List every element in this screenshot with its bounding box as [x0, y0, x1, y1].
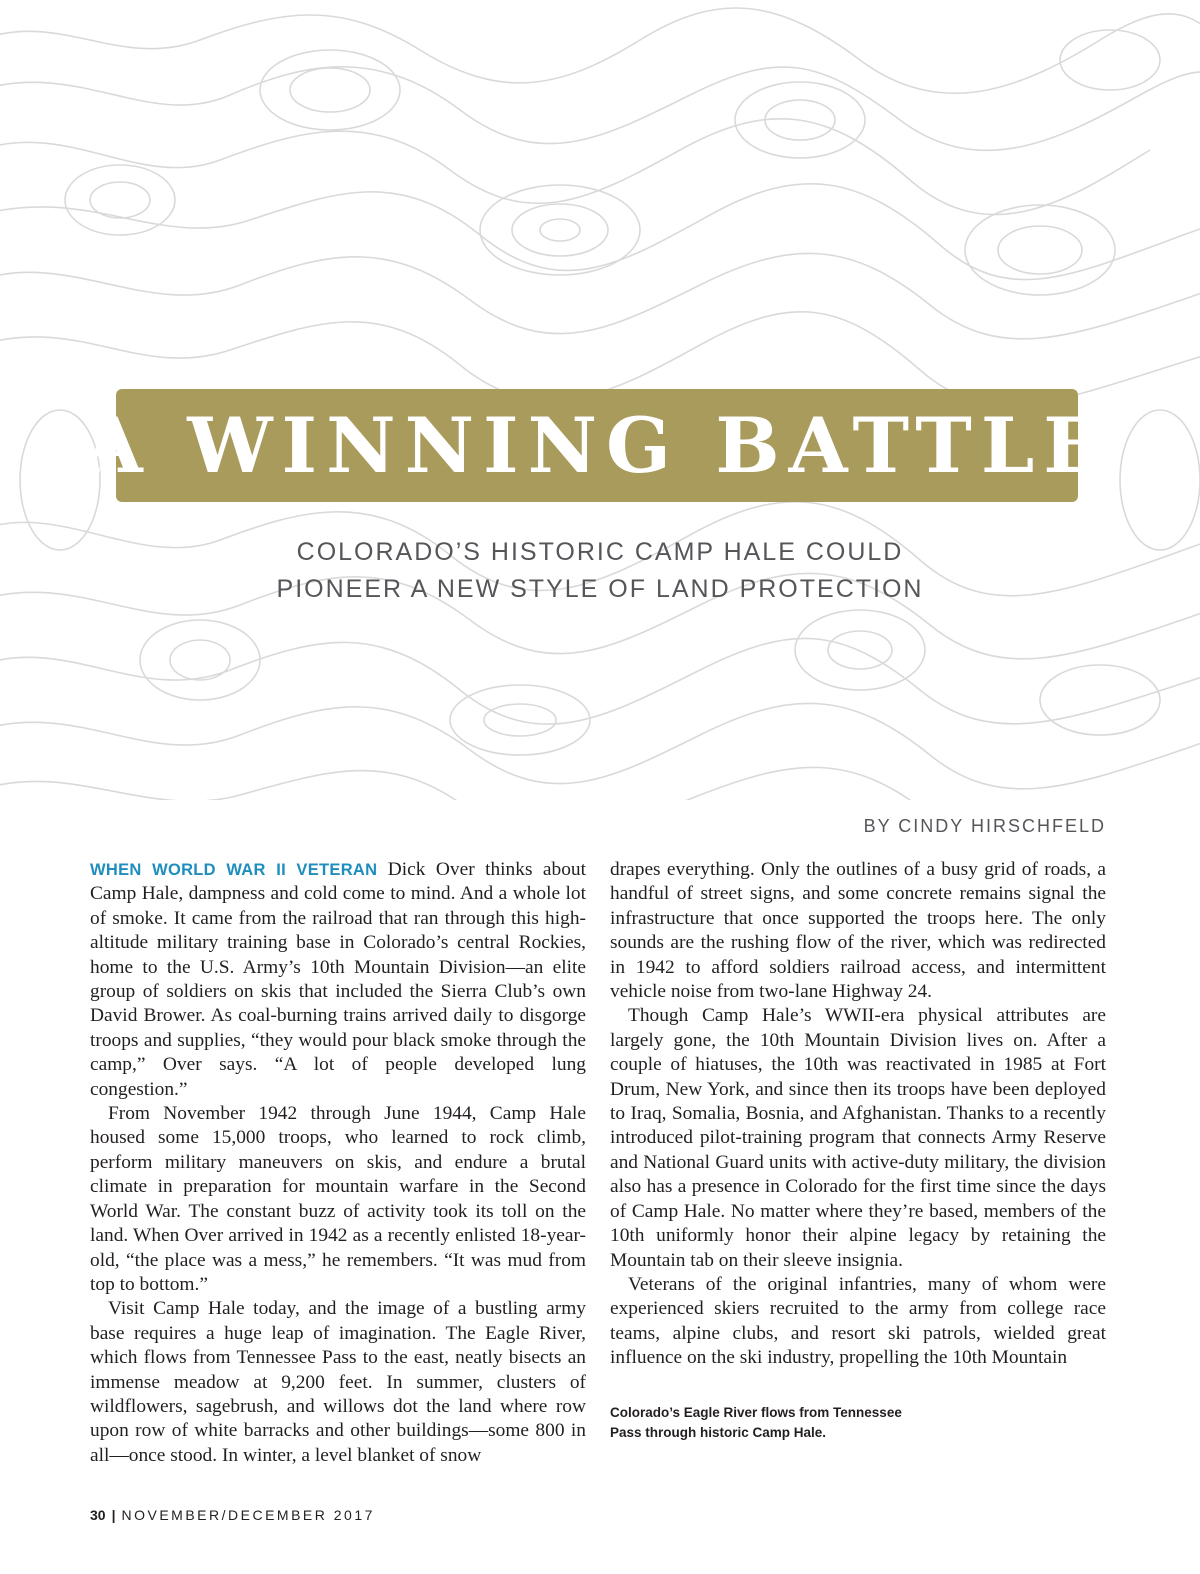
page-number: 30: [90, 1507, 106, 1523]
byline: BY CINDY HIRSCHFELD: [863, 816, 1106, 836]
subtitle-line: COLORADO’S HISTORIC CAMP HALE COULD: [296, 538, 904, 566]
lead-in: WHEN WORLD WAR II VETERAN: [90, 861, 378, 879]
paragraph: drapes everything. Only the outlines of a busy grid of roads, a handful of street signs, and some concrete remains signal the infrastructure that once supported the troops here. The only sounds are the rushing flow of the river, which was redirected in 1942 to afford soldiers railroad access, and intermittent vehicle noise from two-lane Highway 24.: [610, 859, 1106, 1003]
paragraph: Veterans of the original infantries, many of whom were experienced skiers recruited to the army from college race teams, alpine clubs, and resort ski patrols, wielded great influence on the ski industry, propelling the 10th Mountain: [610, 1273, 1106, 1369]
issue-date: NOVEMBER/DECEMBER 2017: [121, 1507, 375, 1523]
paragraph: [90, 858, 586, 1102]
footer-separator: |: [111, 1507, 116, 1523]
page-footer: [90, 1507, 375, 1523]
caption-line: Pass through historic Camp Hale.: [610, 1425, 827, 1440]
paragraph-text: Dick Over thinks about Camp Hale, dampness and cold come to mind. And a whole lot of smoke. It came from the railroad that ran through this high-altitude military training base in Colorado’s central Rockies, home to the U.S. Army’s 10th Mountain Division—an elite group of soldiers on skis that included the Sierra Club’s own David Brower. As coal-burning trains arrived daily to disgorge troops and supplies, “they would pour black smoke through the camp,” Over says. “A lot of people developed lung congestion.”: [90, 859, 586, 1100]
article-title: A WINNING BATTLE: [83, 400, 1111, 490]
photo-caption: [610, 1403, 970, 1443]
caption-line: Colorado’s Eagle River flows from Tennessee: [610, 1405, 902, 1420]
paragraph: Though Camp Hale’s WWII-era physical attributes are largely gone, the 10th Mountain Division lives on. After a couple of hiatuses, the 10th was reactivated in 1985 at Fort Drum, New York, and since then its troops have been deployed to Iraq, Somalia, Bosnia, and Afghanistan. Thanks to a recently introduced pilot-training program that connects Army Reserve and National Guard units with active-duty military, the division also has a presence in Colorado for the first time since the days of Camp Hale. No matter where they’re based, members of the 10th uniformly honor their alpine legacy by retaining the Mountain tab on their sleeve insignia.: [610, 1005, 1106, 1271]
article-subtitle: [0, 534, 1200, 608]
subtitle-line: PIONEER A NEW STYLE OF LAND PROTECTION: [276, 575, 924, 603]
article-column-right: [610, 858, 1106, 1371]
paragraph: From November 1942 through June 1944, Camp Hale housed some 15,000 troops, who learned to rock climb, perform military maneuvers on skis, and endure a brutal climate in preparation for mountain warfare in the Second World War. The constant buzz of activity took its toll on the land. When Over arrived in 1942 as a recently enlisted 18-year-old, “the place was a mess,” he remembers. “It was mud from top to bottom.”: [90, 1103, 586, 1295]
article-column-left: [90, 858, 586, 1468]
paragraph: Visit Camp Hale today, and the image of a bustling army base requires a huge leap of imagination. The Eagle River, which flows from Tennessee Pass to the east, neatly bisects an immense meadow at 9,200 feet. In summer, clusters of wildflowers, sagebrush, and willows dot the land where row upon row of white barracks and other buildings—some 800 in all—once stood. In winter, a level blanket of snow: [90, 1298, 586, 1466]
title-banner: [83, 389, 1111, 502]
